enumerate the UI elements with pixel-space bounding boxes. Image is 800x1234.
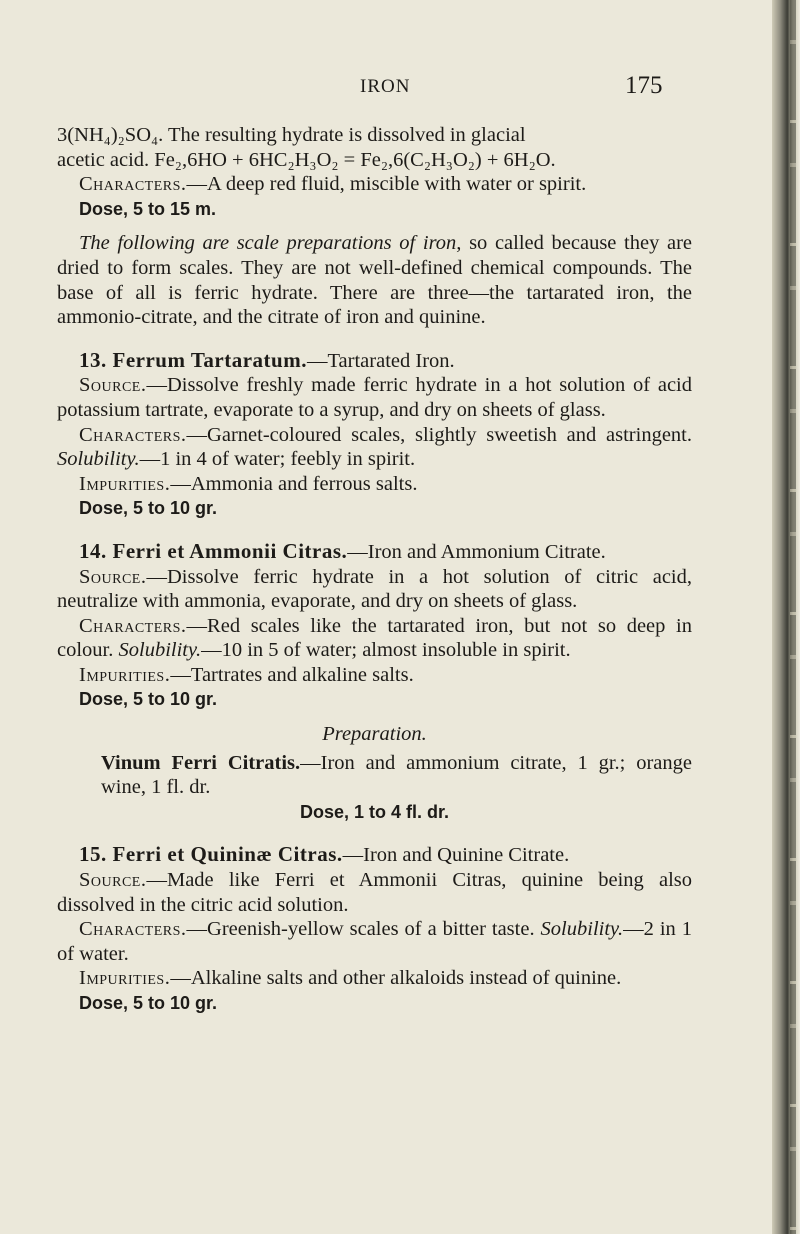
entry-15-impurities: Impurities.—Alkaline salts and other alkaloids instead of quinine. [79,967,622,990]
entry-13-heading: 13. Ferrum Tartaratum.—Tartarated Iron. [79,347,455,372]
entry-15-characters: Characters.—Greenish-yellow scales of a bitter taste. Solubility.—2 in 1 of water. [57,918,693,965]
page-header [0,72,700,112]
entry-15-heading: 15. Ferri et Quininæ Citras.—Iron and Quinine Citrate. [79,842,570,867]
scale-preparations-paragraph: The following are scale preparations of iron, so called because they are dried to form scales. They are not well-defined chemical compounds. The base of all is ferric hydrate. There are three—the tartarated iron, the ammonio-citrate, and the citrate of iron and quinine. [57,232,693,329]
intro-paragraph [57,123,692,172]
book-gutter-strip [790,0,796,1234]
entry-13-characters: Characters.—Garnet-coloured scales, slightly sweetish and astringent. Solubility.—1 in 4 of water; feebly in spirit. [57,423,692,471]
entry-15-source: Source.—Made like Ferri et Ammonii Citras, quinine being also dissolved in the citric acid solution. [57,869,692,916]
vinum-ferri-citratis: Vinum Ferri Citratis.—Iron and ammonium citrate, 1 gr.; orange wine, 1 fl. dr. [101,751,692,799]
entry-13-source: Source.—Dissolve freshly made ferric hydrate in a hot solution of acid potassium tartrate, evaporate to a syrup, and dry on sheets of glass. [57,374,692,421]
entry-14-characters: Characters.—Red scales like the tartarated iron, but not so deep in colour. Solubility.—10 in 5 of water; almost insoluble in spirit. [57,614,692,662]
page-number: 175 [625,72,663,99]
vinum-dose: Dose, 1 to 4 fl. dr. [299,801,450,822]
entry-13-dose: Dose, 5 to 10 gr. [79,498,218,519]
intro-characters: Characters.—A deep red fluid, miscible with water or spirit. [79,173,587,196]
preparation-heading: Preparation. [322,723,427,746]
running-title: IRON [360,76,411,97]
entry-14-source: Source.—Dissolve ferric hydrate in a hot solution of citric acid, neutralize with ammonia, evaporate, and dry on sheets of glass. [57,565,692,613]
entry-13-impurities: Impurities.—Ammonia and ferrous salts. [79,472,418,495]
intro-dose: Dose, 5 to 15 m. [79,198,217,219]
entry-15-dose: Dose, 5 to 10 gr. [79,993,218,1013]
intro-line-1: 3(NH₄)₂SO₄. The resulting hydrate is dissolved in glacial [57,124,526,146]
entry-14-dose: Dose, 5 to 10 gr. [79,689,218,710]
entry-14-impurities: Impurities.—Tartrates and alkaline salts. [79,663,414,686]
entry-14-heading: 14. Ferri et Ammonii Citras.—Iron and Ammonium Citrate. [79,538,606,563]
page-body [57,123,692,1016]
intro-equation: acetic acid. Fe₂,6HO + 6HC₂H₃O₂ = Fe₂,6(C₂H₃O₂) + 6H₂O. [57,148,556,171]
